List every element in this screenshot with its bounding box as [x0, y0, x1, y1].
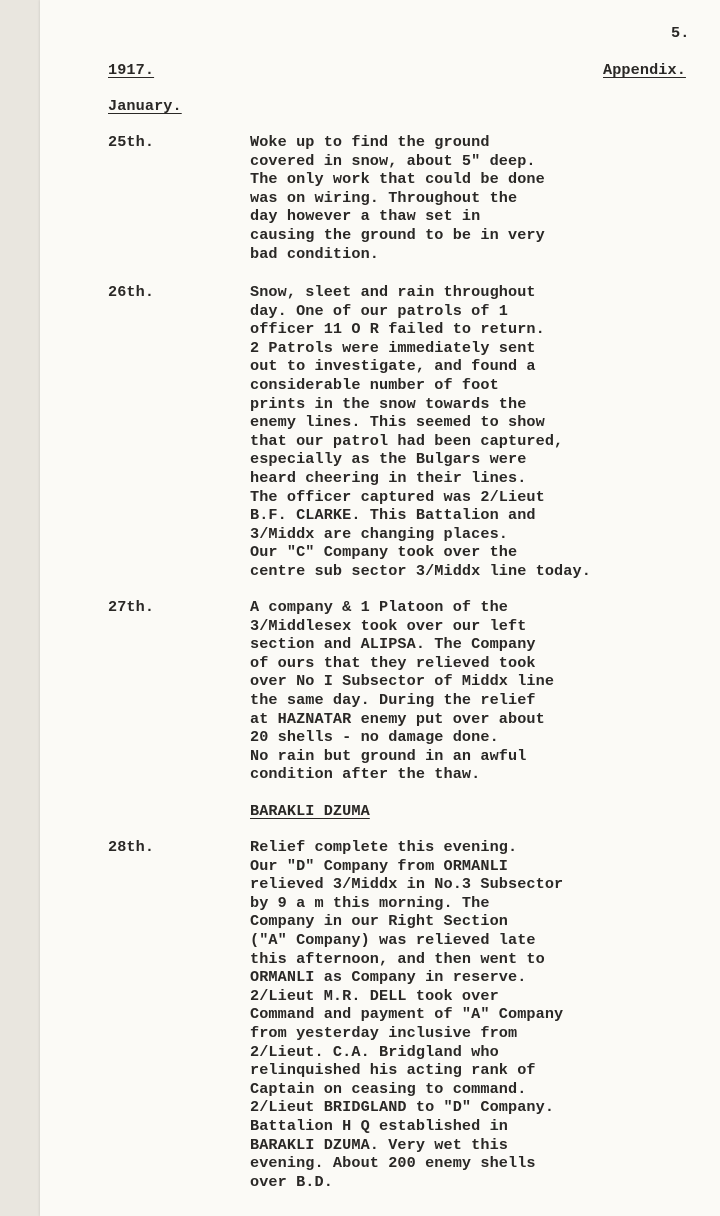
text-line: out to investigate, and found a	[250, 357, 536, 376]
text-line: A company & 1 Platoon of the	[250, 598, 508, 616]
text-line: that our patrol had been captured,	[250, 431, 564, 450]
text-line: Battalion H Q established in	[250, 1116, 508, 1135]
entry-text-27	[250, 598, 690, 784]
text-line: from yesterday inclusive from	[250, 1023, 518, 1042]
text-line: enemy lines. This seemed to show	[250, 413, 545, 432]
text-line: considerable number of foot	[250, 375, 499, 394]
text-line: over No I Subsector of Middx line	[250, 672, 555, 691]
text-line: Snow, sleet and rain throughout	[250, 283, 536, 301]
text-line: Captain on ceasing to command.	[250, 1079, 527, 1098]
text-line: Our "C" Company took over the	[250, 543, 518, 562]
text-line: 2/Lieut BRIDGLAND to "D" Company.	[250, 1098, 555, 1117]
text-line: 20 shells - no damage done.	[250, 728, 499, 747]
text-line: Relief complete this evening.	[250, 838, 518, 856]
entry-date-28: 28th.	[108, 838, 155, 856]
text-line: causing the ground to be in very	[250, 225, 545, 244]
text-line: by 9 a m this morning. The	[250, 893, 490, 912]
text-line: the same day. During the relief	[250, 690, 536, 709]
text-line: ORMANLI as Company in reserve.	[250, 968, 527, 987]
text-line: The only work that could be done	[250, 170, 545, 189]
text-line: No rain but ground in an awful	[250, 746, 527, 765]
text-line: relinquished his acting rank of	[250, 1061, 536, 1080]
text-line: relieved 3/Middx in No.3 Subsector	[250, 875, 564, 894]
text-line: heard cheering in their lines.	[250, 468, 527, 487]
text-line: Command and payment of "A" Company	[250, 1005, 564, 1024]
text-line: this afternoon, and then went to	[250, 949, 545, 968]
text-line: Company in our Right Section	[250, 912, 508, 931]
text-line: centre sub sector 3/Middx line today.	[250, 561, 591, 580]
text-line: of ours that they relieved took	[250, 653, 536, 672]
text-line: BARAKLI DZUMA. Very wet this	[250, 1135, 508, 1154]
text-line: was on wiring. Throughout the	[250, 188, 518, 207]
text-line: Woke up to find the ground	[250, 133, 490, 151]
text-line: day however a thaw set in	[250, 207, 481, 226]
text-line: officer 11 O R failed to return.	[250, 320, 545, 339]
year-heading: 1917.	[108, 61, 155, 79]
text-line: The officer captured was 2/Lieut	[250, 487, 545, 506]
entry-text-28	[250, 838, 690, 1191]
month-heading: January.	[108, 97, 182, 115]
entry-text-26	[250, 283, 690, 581]
text-line: prints in the snow towards the	[250, 394, 527, 413]
text-line: day. One of our patrols of 1	[250, 301, 508, 320]
text-line: section and ALIPSA. The Company	[250, 635, 536, 654]
entry-date-25: 25th.	[108, 133, 155, 151]
text-line: at HAZNATAR enemy put over about	[250, 709, 545, 728]
text-line: covered in snow, about 5" deep.	[250, 151, 536, 170]
entry-date-26: 26th.	[108, 283, 155, 301]
entry-text-25	[250, 133, 690, 263]
text-line: especially as the Bulgars were	[250, 450, 527, 469]
entry-date-27: 27th.	[108, 598, 155, 616]
text-line: 3/Middx are changing places.	[250, 524, 508, 543]
text-line: 2/Lieut. C.A. Bridgland who	[250, 1042, 499, 1061]
text-line: Our "D" Company from ORMANLI	[250, 856, 508, 875]
text-line: over B.D.	[250, 1172, 333, 1191]
text-line: bad condition.	[250, 244, 379, 263]
appendix-heading: Appendix.	[603, 61, 686, 79]
text-line: 2 Patrols were immediately sent	[250, 338, 536, 357]
text-line: B.F. CLARKE. This Battalion and	[250, 506, 536, 525]
text-line: evening. About 200 enemy shells	[250, 1154, 536, 1173]
text-line: 3/Middlesex took over our left	[250, 616, 527, 635]
text-line: ("A" Company) was relieved late	[250, 930, 536, 949]
page-number: 5.	[671, 24, 690, 42]
text-line: 2/Lieut M.R. DELL took over	[250, 986, 499, 1005]
location-heading: BARAKLI DZUMA	[250, 802, 370, 820]
text-line: condition after the thaw.	[250, 765, 481, 784]
